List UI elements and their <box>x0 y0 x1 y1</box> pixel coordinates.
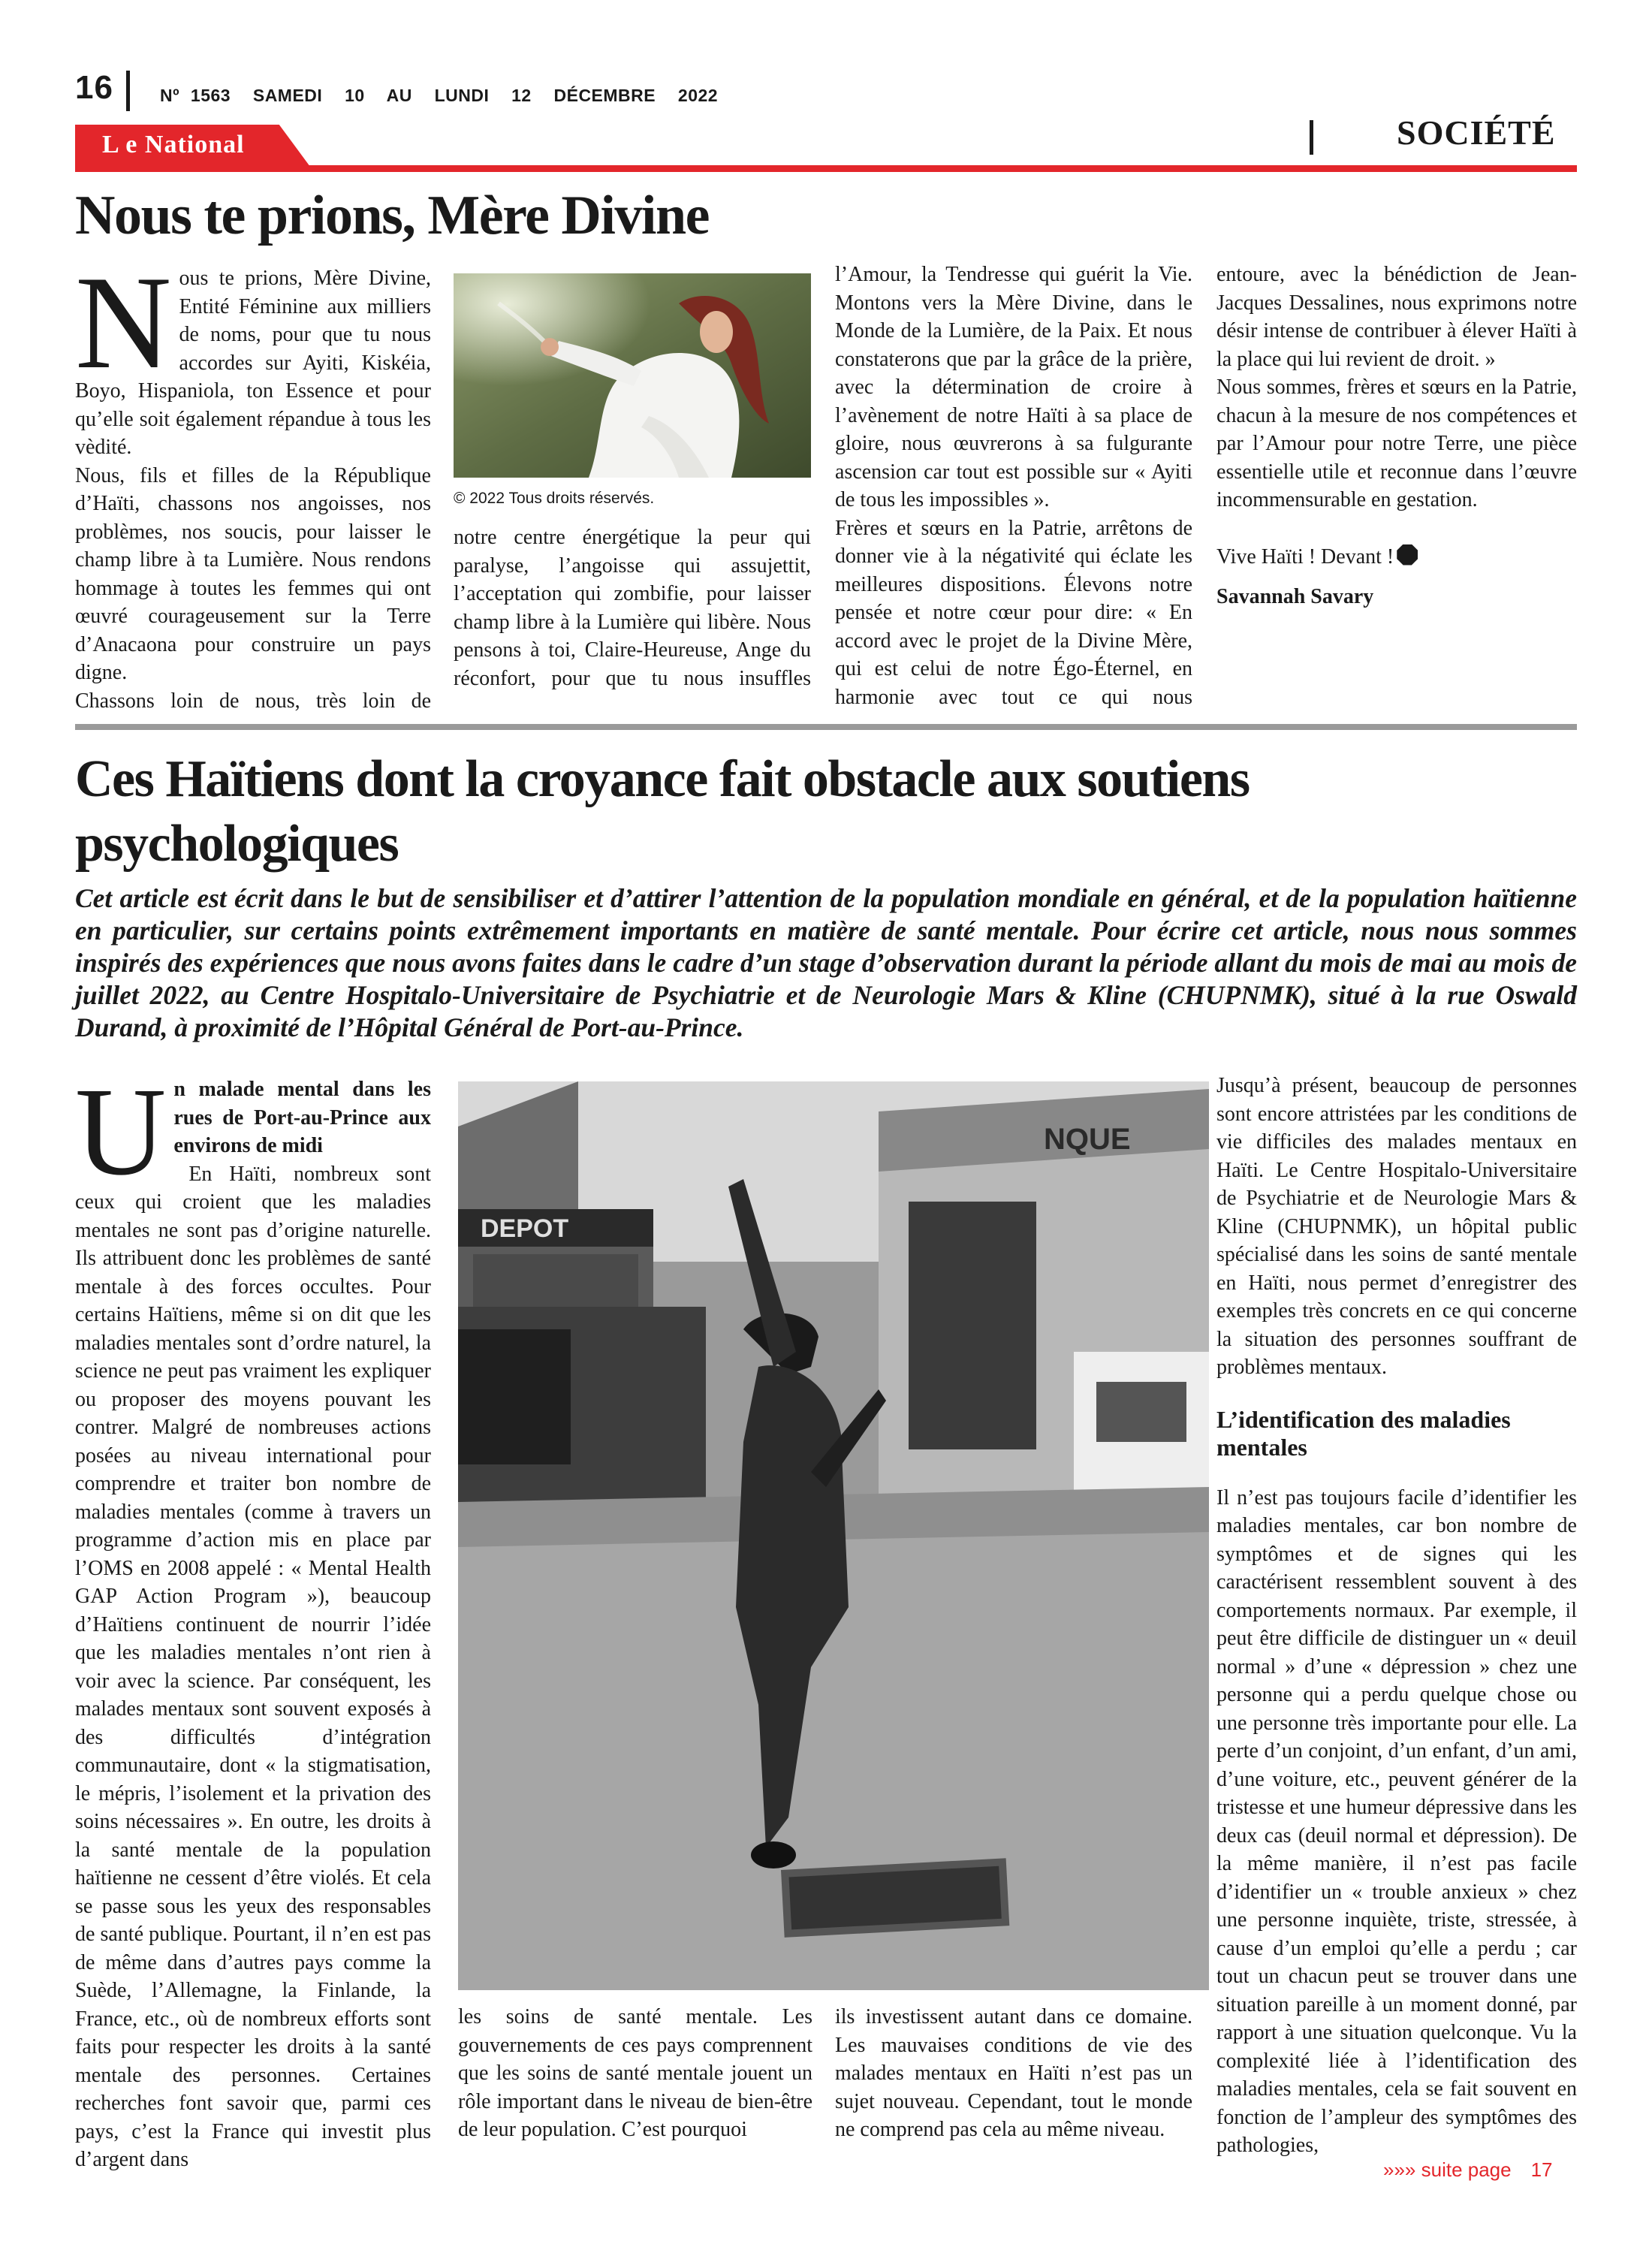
article1-paragraph: Nous, fils et filles de la République d’Haïti, chassons nos angoisses, nos problèmes, nos soucis, pour laisser le champ libre à ta Lumière. Nous rendons hommage à toutes les femmes qui ont œuvré courageusement sur la Terre d’Anacaona pour construire un pays digne. <box>75 463 431 684</box>
brand-name: L e National <box>102 131 245 158</box>
article1-paragraph: ous te prions, Mère Divine, Entité Féminine aux milliers de noms, pour que tu nous accordes sur Ayiti, Kiskéia, Boyo, Hispaniola, ton Essence et pour qu’elle soit également répandue à tous les vèdité. <box>75 267 431 459</box>
article2-column-2 <box>458 2003 812 2144</box>
issue-date-line: Nº 1563 SAMEDI 10 AU LUNDI 12 DÉCEMBRE 2022 <box>160 86 719 105</box>
article1-paragraph: notre centre énergétique la peur qui paralyse, l’angoisse qui assujettit, l’acceptation qui zombifie, pour laisser champ libre à la Lumière qui libère. Nous pensons à toi, Claire-Heureuse, Ange du réconfort, pour que tu nous insuffles <box>454 526 811 690</box>
article1-author: Savannah Savary <box>1216 585 1374 608</box>
article1-closing: Vive Haïti ! Devant ! <box>1216 543 1577 572</box>
article2-title: Ces Haïtiens dont la croyance fait obstacle aux soutiens psychologiques <box>75 750 1250 873</box>
article1-paragraph: Chassons loin de nous, très loin de <box>75 689 431 713</box>
article2-lede: Cet article est écrit dans le but de sensibiliser et d’attirer l’attention de la population mondiale en général, et de la population haïtienne en particulier, sur certains points extrêmement importants en matière de santé mentale. Pour écrire cet article, nous nous sommes inspirés des expériences que nous avons faites dans le cadre d’un stage d’observation durant la période allant du mois de mai au mois de juillet 2022, au Centre Hospitalo-Universitaire de Psychiatrie et de Neurologie Mars & Kline (CHUPNMK), situé à la rue Oswald Durand, à proximité de l’Hôpital Général de Port-au-Prince. <box>75 883 1577 1042</box>
article1-paragraph: entoure, avec la bénédiction de Jean-Jacques Dessalines, nous exprimons notre désir intense de contribuer à élever Haïti à la place qui lui revient de droit. » <box>1216 263 1577 371</box>
article2-paragraph: les soins de santé mentale. Les gouvernements de ces pays comprennent que les soins de santé mentale jouent un rôle important dans le niveau de bien-être de leur population. C’est pourquoi <box>458 2005 812 2141</box>
page-number-divider <box>126 71 130 111</box>
article1-dropcap: N <box>75 248 172 397</box>
article2-dropcap: U <box>75 1062 167 1202</box>
article1-paragraph: l’Amour, la Tendresse qui guérit la Vie. Montons vers la Mère Divine, dans le Monde de la Lumière, de la Paix. Et nous constaterons que par la grâce de la prière, avec la détermination de croire à l’avènement de notre Haïti à sa place de gloire, nous œuvrerons à sa fulgurante ascension car tout est possible sur « Ayiti de tous les impossibles ». <box>835 263 1192 511</box>
article2-paragraph: Jusqu’à présent, beaucoup de personnes sont encore attristées par les conditions de vie difficiles des malades mentaux en Haïti. Le Centre Hospitalo-Universitaire de Psychiatrie et de Neurologie Mars & Kline (CHUPNMK), un hôpital public spécialisé dans les soins de santé mentale en Haïti, nous permet d’enregistrer des exemples très concrets en ce qui concerne la situation des personnes souffrant de problèmes mentaux. <box>1216 1074 1577 1379</box>
section-divider <box>1310 120 1313 155</box>
article1-paragraph: Nous sommes, frères et sœurs en la Patrie, chacun à la mesure de nos compétences et par l’Amour pour notre Terre, une pièce essentielle utile et reconnue dans l’œuvre incommensurable en gestation. <box>1216 376 1577 511</box>
article2-photo <box>458 1081 1209 1990</box>
article2-paragraph: ils investissent autant dans ce domaine. Les mauvaises conditions de vie des malades mentaux en Haïti n’est pas un sujet nouveau. Cependant, tout le monde ne comprend pas cela au même niveau. <box>835 2005 1192 2141</box>
street-scene-illustration <box>458 1081 1209 1990</box>
article1-column-2 <box>454 523 811 692</box>
article1-column-1 <box>75 248 431 715</box>
article2-paragraph: Il n’est pas toujours facile d’identifier les maladies mentales, car bon nombre de symptômes et de signes qui les caractérisent ressemblent souvent à des comportements normaux. Par exemple, il peut être difficile de distinguer un « deuil normal » d’une « dépression » chez une personne qui a perdu quelque chose ou une personne très importante pour elle. La perte d’un conjoint, d’un enfant, d’un ami, d’une voiture, etc., peuvent générer de la tristesse et une humeur dépressive dans les deux cas (deuil normal et dépression). De la même manière, il n’est pas facile d’identifier un « trouble anxieux » chez une personne inquiète, triste, stressée, à cause d’un emploi qu’elle a perdu ; car tout un chacun peut se trouver dans une situation pareille à un moment donné, par rapport à une situation quelconque. Vu la complexité liée à l’identification des maladies mentales, cela se fait souvent en fonction de l’ampleur des symptômes des pathologies, <box>1216 1485 1577 2157</box>
article2-column-3 <box>835 2003 1192 2144</box>
article1-paragraph: Frères et sœurs en la Patrie, arrêtons de donner vie à la négativité qui éclate les meilleures dispositions. Élevons notre pensée et notre cœur pour dire: « En accord avec le projet de la Divine Mère, qui est celui de notre Égo-Éternel, en harmonie avec tout ce qui nous <box>835 516 1192 709</box>
continued-page-number: 17 <box>1530 2158 1553 2181</box>
end-mark-icon <box>1397 544 1418 566</box>
article2-column-1 <box>75 1062 431 2174</box>
article1-photo-caption: © 2022 Tous droits réservés. <box>454 490 655 507</box>
article2-paragraph: En Haïti, nombreux sont ceux qui croient que les maladies mentales ne sont pas d’origine naturelle. Ils attribuent donc les problèmes de santé mentale à des forces occultes. Pour certains Haïtiens, même si on dit que les maladies mentales sont d’ordre naturel, la science ne peut pas vraiment les expliquer ou proposer des moyens pouvant les contrer. Malgré de nombreuses actions posées au niveau international pour comprendre et traiter bon nombre de maladies mentales (comme à travers un programme d’action mis en place par l’OMS en 2008 appelé : « Mental Health GAP Action Program »), beaucoup d’Haïtiens continuent de nourrir l’idée que les maladies mentales n’ont rien à voir avec la science. Par conséquent, les malades mentaux sont souvent exposés à des difficultés d’intégration communautaire, dont « la stigmatisation, le mépris, l’isolement et la privation des soins nécessaires ». En outre, les droits à la santé mentale de la population haïtienne ne cessent d’être violés. Et cela se passe sous les yeux des responsables de santé publique. Pourtant, il n’en est pas de même dans d’autres pays comme la Suède, l’Allemagne, la Finlande, la France, etc., où de nombreux efforts sont faits pour respecter les droits à la santé mentale des personnes. Certaines recherches font savoir que, parmi ces pays, c’est la France qui investit plus d’argent dans <box>75 1162 431 2171</box>
depot-sign-text: DEPOT <box>481 1214 569 1243</box>
continued-label: »»» suite page <box>1383 2158 1512 2181</box>
article1-column-3 <box>835 261 1192 711</box>
continued-on-page-link[interactable] <box>1383 2158 1553 2182</box>
section-name: SOCIÉTÉ <box>1397 113 1556 152</box>
article-divider <box>75 724 1577 730</box>
shop-sign-text: NQUE <box>1044 1123 1131 1156</box>
article1-photo <box>454 273 811 478</box>
article1-column-4 <box>1216 261 1577 611</box>
article1-title: Nous te prions, Mère Divine <box>75 185 709 246</box>
page-number: 16 <box>75 69 113 106</box>
article2-photo-subhead: n malade mental dans les rues de Port-au-Prince aux environs de midi <box>173 1078 431 1157</box>
woman-white-dress-illustration <box>454 273 811 478</box>
article2-column-4 <box>1216 1072 1577 2160</box>
article2-subheading: L’identification des maladies mentales <box>1216 1405 1511 1461</box>
header-red-rule <box>75 165 1577 172</box>
